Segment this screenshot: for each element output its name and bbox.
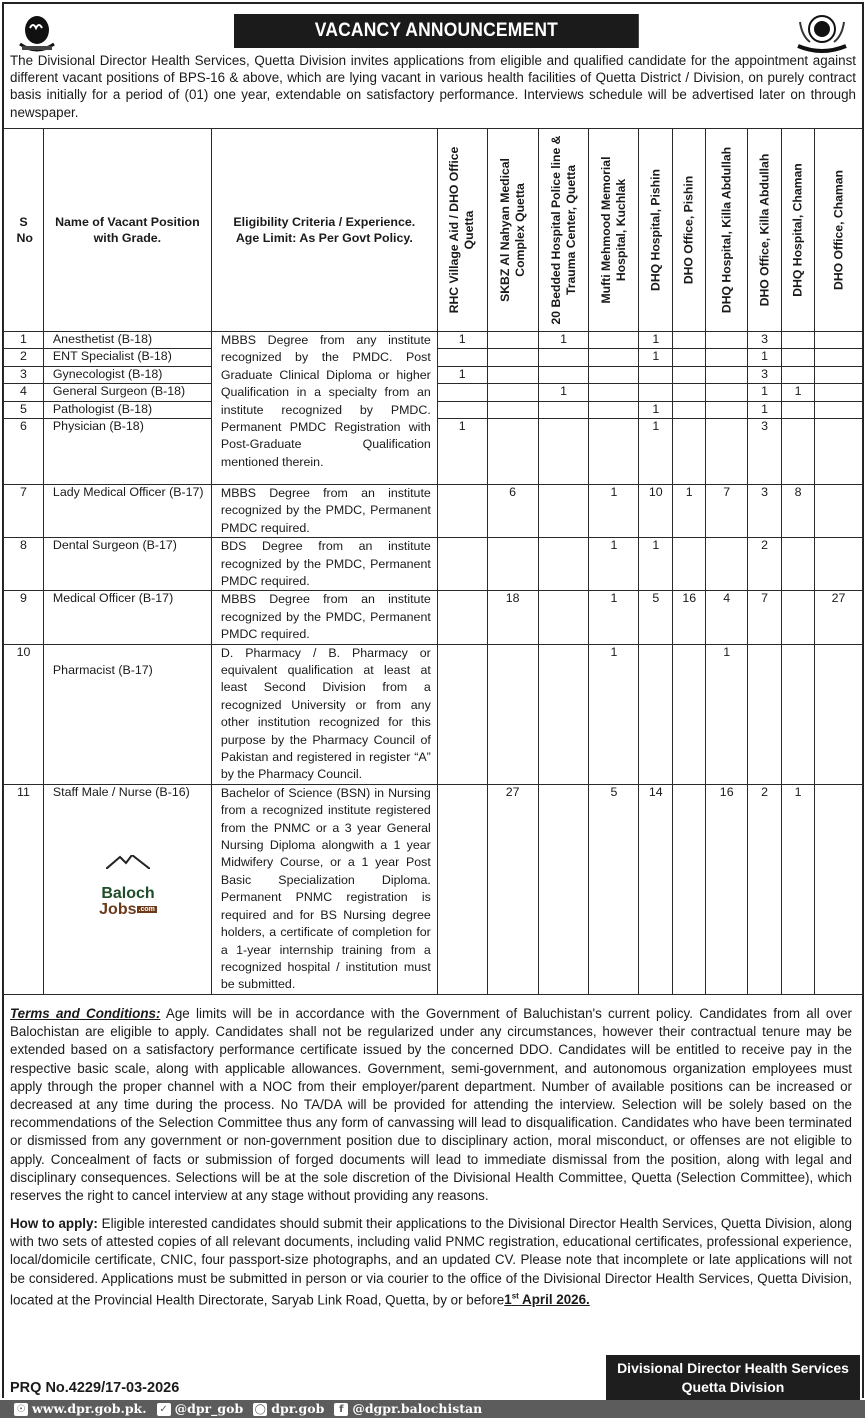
table-row: 11 Staff Male / Nurse (B-16) Bachelor of Science (BSN) in Nursing from a recognized institute registered from the PNMC or a 3 year General Nursing Diploma alongwith a 1 year Midwifery Course, or a 1 year Post Basic Specialization Diploma. Permanent PNMC registration is required and for BS Nursing degree holders, a certificate of completion for a 1-year internship training from a recognized hospital / institution must be submitted. 27 5 14 16 2 1 bbox=[4, 784, 863, 994]
mountain-icon bbox=[106, 855, 150, 869]
prq-number: PRQ No.4229/17-03-2026 bbox=[10, 1380, 180, 1396]
page-title: VACANCY ANNOUNCEMENT bbox=[234, 14, 639, 48]
header-facility-dhq-chaman: DHQ Hospital, Chaman bbox=[782, 129, 815, 332]
facebook-icon: f bbox=[334, 1403, 348, 1416]
intro-paragraph: The Divisional Director Health Services, Quetta Division invites applications from eligible and qualified candidate for the appointment against different vacant positions of BPS-16 & above, which are lying vacant in various health facilities of Quetta District / Division, on purely contract basis initially for a period of (01) one year, extendable on satisfactory performance. Interviews schedule will be advertised later on through newspaper. bbox=[10, 53, 856, 120]
table-header-row bbox=[4, 129, 863, 332]
table-row: 8 Dental Surgeon (B-17) BDS Degree from an institute recognized by the PMDC, Permanent PMDC required. 1 1 2 bbox=[4, 538, 863, 591]
signatory-box: Divisional Director Health Services Quetta Division bbox=[606, 1355, 860, 1401]
terms-and-conditions: Terms and Conditions: Age limits will be in accordance with the Government of Baluchistan's current policy. Candidates from all over Balochistan are eligible to apply. Candidates shall not be regularized under any circumstances, however their contractual tenure may be extended based on a satisfactory performance certificate issued by the concerned DDO. Candidates will be entitled to receive pay in the respective basic scale, along with applicable allowances. Government, semi-government, and autonomous organization employees must apply through the proper channel with a NOC from their employer/parent department. Number of available positions can be increased or decreased at any time during the process. No TA/DA will be provided for attending the interview. Selection will be solely based on the recommendations of the Selection Committee thus any form of canvassing will lead to disqualification. Candidates who have been terminated or dismissed from any government or non-government position due to disciplinary action, moral misconduct, or offenses are not eligible to apply. Concealment of facts or submission of forged documents will lead to immediate dismissal from the position, along with legal and disciplinary consequences. Selections will be at the sole discretion of the Divisional Health Committee, Quetta (Selection Committee), which reserves the right to cancel interview at any stage without providing any reasons. bbox=[10, 1006, 852, 1204]
footer-instagram[interactable]: ◯ dpr.gob bbox=[254, 1401, 325, 1416]
header-facility-20-bedded: 20 Bedded Hospital Police line & Trauma Center, Quetta bbox=[538, 129, 589, 332]
criteria-specialists: MBBS Degree from any institute recognized by the PMDC. Post Graduate Clinical Diploma or higher Qualification in a specialty from an institute recognized by PMDC. Permanent PMDC Registration with Post-Graduate Qualification mentioned therein. bbox=[211, 332, 437, 485]
footer-social-bar bbox=[0, 1400, 865, 1418]
header-facility-dho-killa-abdullah: DHO Office, Killa Abdullah bbox=[748, 129, 782, 332]
table-row: 3 Gynecologist (B-18) 1 3 bbox=[4, 366, 863, 383]
table-row: 9 Medical Officer (B-17) MBBS Degree from an institute recognized by the PMDC, Permanent PMDC required. 18 1 5 16 4 7 27 bbox=[4, 591, 863, 644]
health-emblem-icon bbox=[794, 12, 850, 54]
twitter-icon: ✓ bbox=[157, 1403, 171, 1416]
how-to-apply: How to apply: Eligible interested candidates should submit their applications to the Divisional Director Health Services, Quetta Division, along with two sets of attested copies of all relevant documents, including valid PNMC registration, educational certificates, professional experience, local/domicile certificate, CNIC, four passport-size photographs, and an updated CV. Please note that incomplete or late applications will not be considered. Applications must be submitted in person or via courier to the office of the Divisional Director Health Services, Quetta Division, located at the Provincial Health Directorate, Saryab Link Road, Quetta, by or before1st April 2026. bbox=[10, 1216, 852, 1308]
table-row: 10 Pharmacist (B-17) D. Pharmacy / B. Pharmacy or equivalent qualification at least at least Second Division from a recognized University or from any other institution recognized for this purpose by the Pharmacy Council of Pakistan and registered in register “A” by the Pharmacy Council. 1 1 bbox=[4, 644, 863, 784]
deadline-date: 1st April 2026. bbox=[504, 1291, 590, 1308]
table-row: 5 Pathologist (B-18) 1 1 bbox=[4, 401, 863, 418]
header-criteria: Eligibility Criteria / Experience. Age Limit: As Per Govt Policy. bbox=[211, 129, 437, 332]
globe-icon: ☉ bbox=[14, 1403, 28, 1416]
header-position: Name of Vacant Position with Grade. bbox=[43, 129, 211, 332]
balochistan-emblem-icon bbox=[14, 12, 60, 54]
table-row: 2 ENT Specialist (B-18) 1 1 bbox=[4, 349, 863, 366]
footer-twitter[interactable]: ✓ @dpr_gob bbox=[157, 1400, 244, 1418]
header-facility-dhq-pishin: DHQ Hospital, Pishin bbox=[639, 129, 673, 332]
header-facility-rhc-village-aid: RHC Village Aid / DHO Office Quetta bbox=[437, 129, 487, 332]
header-facility-dho-pishin: DHO Office, Pishin bbox=[673, 129, 706, 332]
footer-facebook[interactable]: f @dgpr.balochistan bbox=[334, 1400, 482, 1418]
table-row: 1 Anesthetist (B-18) MBBS Degree from any institute recognized by the PMDC. Post Graduate Clinical Diploma or higher Qualification in a specialty from an institute recognized by PMDC. Permanent PMDC Registration with Post-Graduate Qualification mentioned therein. 1 1 1 3 bbox=[4, 332, 863, 349]
header-facility-dhq-killa-abdullah: DHQ Hospital, Killa Abdullah bbox=[706, 129, 748, 332]
header-facility-dho-chaman: DHO Office, Chaman bbox=[815, 129, 863, 332]
table-row: 4 General Surgeon (B-18) 1 1 1 bbox=[4, 384, 863, 401]
header-facility-skbz: SKBZ Al Nahyan Medical Complex Quetta bbox=[487, 129, 538, 332]
table-row: 7 Lady Medical Officer (B-17) MBBS Degree from an institute recognized by the PMDC, Permanent PMDC required. 6 1 10 1 7 3 8 bbox=[4, 484, 863, 537]
footer-website[interactable]: ☉ www.dpr.gob.pk. bbox=[14, 1400, 147, 1418]
balochjobs-watermark-logo: Baloch Jobs .com bbox=[93, 855, 163, 915]
header-sno: S No bbox=[4, 129, 44, 332]
table-row: 6 Physician (B-18) 1 1 3 bbox=[4, 418, 863, 484]
header-facility-mufti-mehmood: Mufti Mehmood Memorial Hospital, Kuchlak bbox=[589, 129, 639, 332]
instagram-icon: ◯ bbox=[254, 1403, 266, 1415]
